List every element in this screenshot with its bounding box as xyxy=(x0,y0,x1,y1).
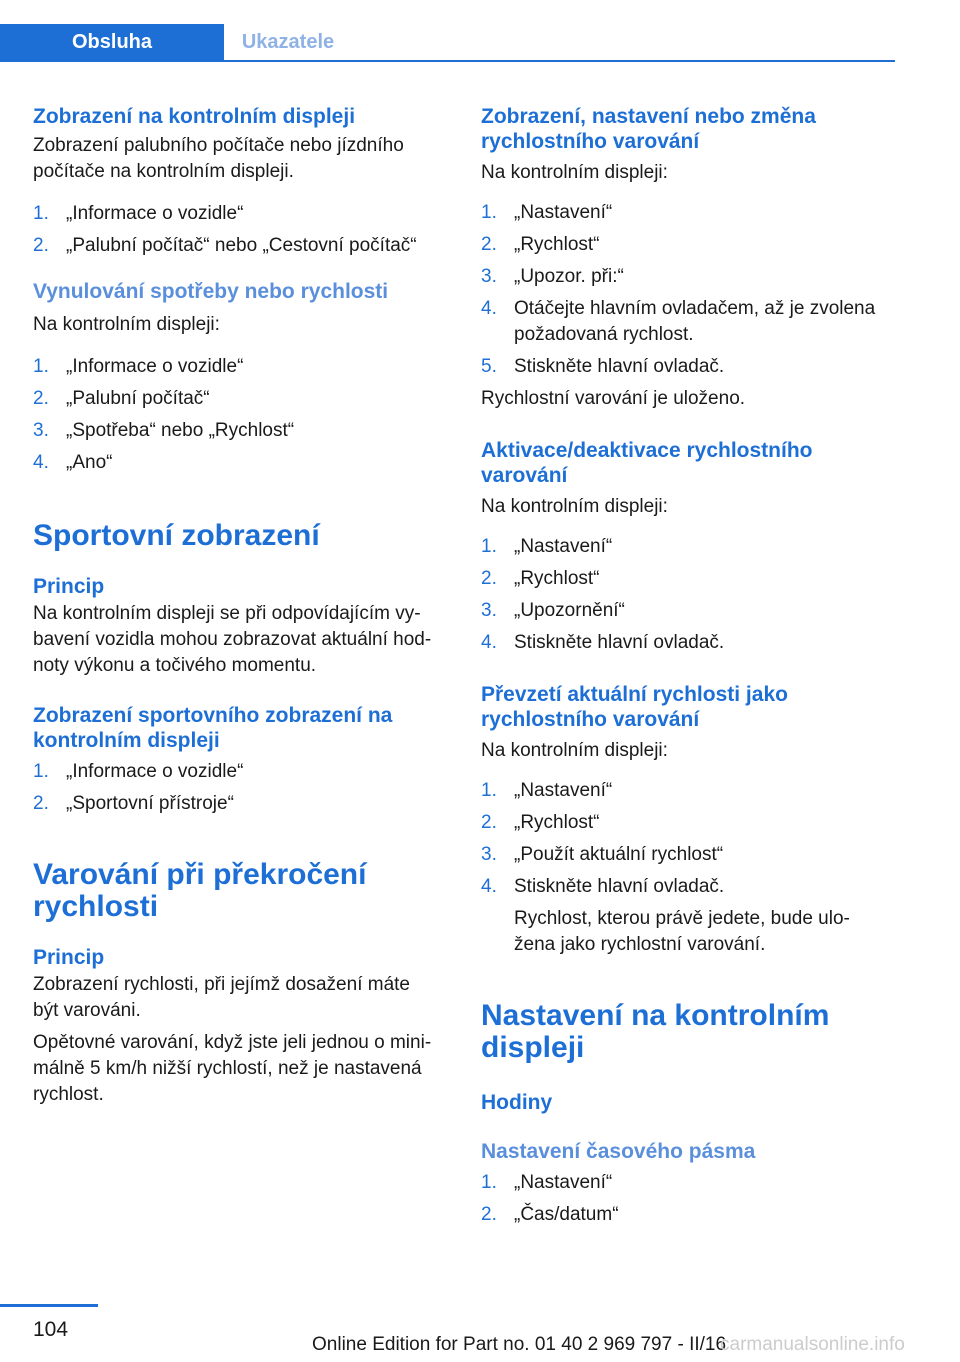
step-number: 2. xyxy=(481,812,497,833)
list-item xyxy=(33,418,451,444)
section-heading: Zobrazení sportovního zobrazení na xyxy=(33,704,393,727)
list-item xyxy=(33,354,451,380)
list-item xyxy=(33,386,451,412)
paragraph-line: Na kontrolním displeji: xyxy=(481,162,668,183)
step-text: Stiskněte hlavní ovladač. xyxy=(514,632,725,653)
step-list xyxy=(481,200,901,380)
step-number: 2. xyxy=(481,568,497,589)
chapter-title: Nastavení na kontrolním xyxy=(481,999,830,1032)
tab-bar-rule xyxy=(0,60,895,62)
step-number: 2. xyxy=(481,1204,497,1225)
list-item xyxy=(481,842,901,868)
step-text: „Informace o vozidle“ xyxy=(66,356,244,377)
chapter-title: displeji xyxy=(481,1031,585,1064)
step-number: 1. xyxy=(481,1172,497,1193)
step-number: 4. xyxy=(481,632,497,653)
list-item xyxy=(481,534,901,560)
step-note: žena jako rychlostní varování. xyxy=(514,934,766,955)
step-text: „Upozor. při:“ xyxy=(514,266,624,287)
step-text: Otáčejte hlavním ovladačem, až je zvolena xyxy=(514,298,876,319)
list-item xyxy=(481,810,901,836)
step-number: 1. xyxy=(481,202,497,223)
step-number: 1. xyxy=(33,761,49,782)
step-text: „Upozornění“ xyxy=(514,600,625,621)
section-heading: Zobrazení, nastavení nebo změna xyxy=(481,105,816,128)
step-text: „Nastavení“ xyxy=(514,202,613,223)
list-item xyxy=(33,791,451,817)
step-number: 1. xyxy=(33,356,49,377)
list-item xyxy=(481,630,901,656)
list-item xyxy=(481,778,901,804)
section-heading: Zobrazení na kontrolním displeji xyxy=(33,105,356,128)
list-item xyxy=(481,296,901,348)
step-number: 4. xyxy=(481,298,497,319)
step-text: „Rychlost“ xyxy=(514,234,600,255)
section-heading: kontrolním displeji xyxy=(33,729,220,752)
step-number: 2. xyxy=(481,234,497,255)
paragraph-line: být varováni. xyxy=(33,1000,141,1021)
step-text: Stiskněte hlavní ovladač. xyxy=(514,876,725,897)
list-item xyxy=(481,354,901,380)
section-heading: Princip xyxy=(33,575,105,598)
section-heading: Aktivace/deaktivace rychlostního xyxy=(481,439,813,462)
step-text: „Informace o vozidle“ xyxy=(66,761,244,782)
chapter-title: rychlosti xyxy=(33,890,159,923)
tab-obsluha[interactable]: Obsluha xyxy=(0,24,224,60)
left-column xyxy=(33,104,451,1108)
step-number: 1. xyxy=(481,780,497,801)
step-text: „Čas/datum“ xyxy=(514,1204,619,1225)
section-heading: rychlostního varování xyxy=(481,130,700,153)
section-heading: Nastavení časového pásma xyxy=(481,1140,756,1163)
paragraph-line: noty výkonu a točivého momentu. xyxy=(33,655,317,676)
step-list xyxy=(481,534,901,656)
step-text: „Spotřeba“ nebo „Rychlost“ xyxy=(66,420,295,441)
paragraph-line: Na kontrolním displeji: xyxy=(481,496,668,517)
step-note: Rychlost, kterou právě jedete, bude ulo- xyxy=(514,908,850,929)
section-heading: rychlostního varování xyxy=(481,708,700,731)
paragraph-line: Zobrazení palubního počítače nebo jízdního xyxy=(33,135,404,156)
step-text-continued: požadovaná rychlost. xyxy=(514,324,694,345)
list-item xyxy=(33,201,451,227)
edition-line: Online Edition for Part no. 01 40 2 969 797 - II/16 xyxy=(312,1334,727,1355)
step-number: 3. xyxy=(33,420,49,441)
step-number: 2. xyxy=(33,388,49,409)
section-heading: varování xyxy=(481,464,568,487)
right-column xyxy=(481,104,901,1228)
step-list xyxy=(481,778,901,900)
step-number: 1. xyxy=(33,203,49,224)
step-text: „Nastavení“ xyxy=(514,536,613,557)
step-number: 2. xyxy=(33,793,49,814)
step-number: 3. xyxy=(481,844,497,865)
list-item xyxy=(33,450,451,476)
step-text: „Sportovní přístroje“ xyxy=(66,793,234,814)
paragraph-line: Na kontrolním displeji: xyxy=(481,740,668,761)
paragraph-line: Na kontrolním displeji: xyxy=(33,314,220,335)
step-text: „Použít aktuální rychlost“ xyxy=(514,844,724,865)
paragraph-line: rychlost. xyxy=(33,1084,104,1105)
page-number: 104 xyxy=(33,1318,69,1341)
footer-rule xyxy=(0,1304,98,1307)
section-heading: Vynulování spotřeby nebo rychlosti xyxy=(33,280,389,303)
step-text: „Rychlost“ xyxy=(514,812,600,833)
list-item xyxy=(481,232,901,258)
list-item xyxy=(481,874,901,900)
chapter-title: Sportovní zobrazení xyxy=(33,519,320,552)
watermark: carmanualsonline.info xyxy=(720,1334,905,1355)
step-text: „Nastavení“ xyxy=(514,780,613,801)
chapter-title: Varování při překročení xyxy=(33,858,367,891)
step-list xyxy=(33,201,451,259)
paragraph-line: počítače na kontrolním displeji. xyxy=(33,161,294,182)
list-item xyxy=(33,759,451,785)
step-text: „Informace o vozidle“ xyxy=(66,203,244,224)
step-number: 4. xyxy=(33,452,49,473)
step-list xyxy=(33,354,451,476)
step-text: „Palubní počítač“ nebo „Cestovní počítač“ xyxy=(66,235,417,256)
step-number: 5. xyxy=(481,356,497,377)
paragraph-line: Zobrazení rychlosti, při jejímž dosažení máte xyxy=(33,974,410,995)
step-number: 3. xyxy=(481,600,497,621)
step-list xyxy=(33,759,451,817)
step-list xyxy=(481,1170,901,1228)
section-heading: Převzetí aktuální rychlosti jako xyxy=(481,683,788,706)
tab-ukazatele[interactable]: Ukazatele xyxy=(241,31,335,53)
step-text: „Rychlost“ xyxy=(514,568,600,589)
list-item xyxy=(481,200,901,226)
list-item xyxy=(481,1170,901,1196)
list-item xyxy=(481,264,901,290)
step-number: 4. xyxy=(481,876,497,897)
list-item xyxy=(481,598,901,624)
step-number: 1. xyxy=(481,536,497,557)
step-text: „Palubní počítač“ xyxy=(66,388,210,409)
list-item xyxy=(33,233,451,259)
step-number: 3. xyxy=(481,266,497,287)
step-text: „Nastavení“ xyxy=(514,1172,613,1193)
paragraph-line: Rychlostní varování je uloženo. xyxy=(481,388,746,409)
section-heading: Princip xyxy=(33,946,105,969)
paragraph-line: Na kontrolním displeji se při odpovídajícím vy- xyxy=(33,603,421,624)
tab-bar xyxy=(0,24,895,62)
paragraph-line: bavení vozidla mohou zobrazovat aktuální hod- xyxy=(33,629,432,650)
section-heading: Hodiny xyxy=(481,1091,553,1114)
list-item xyxy=(481,1202,901,1228)
step-text: „Ano“ xyxy=(66,452,113,473)
paragraph-line: Opětovné varování, když jste jeli jednou o mini- xyxy=(33,1032,432,1053)
list-item xyxy=(481,566,901,592)
step-number: 2. xyxy=(33,235,49,256)
step-text: Stiskněte hlavní ovladač. xyxy=(514,356,725,377)
paragraph-line: málně 5 km/h nižší rychlostí, než je nastavená xyxy=(33,1058,422,1079)
